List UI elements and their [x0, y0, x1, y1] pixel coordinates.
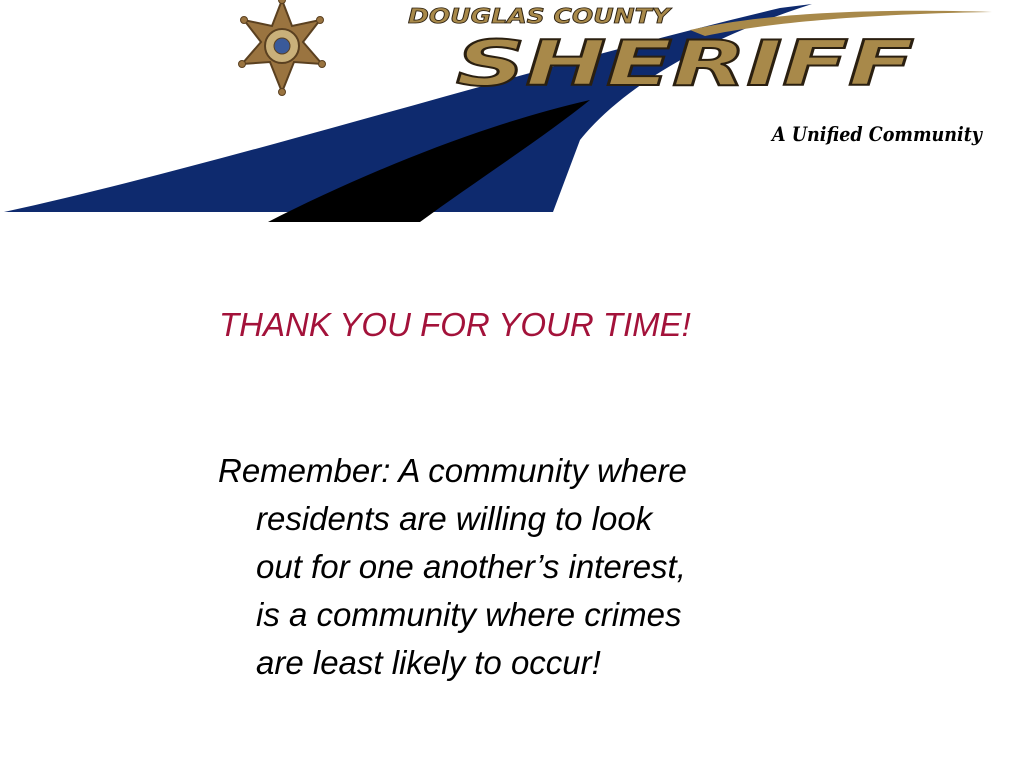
message-line: is a community where crimes	[256, 596, 682, 633]
banner-graphic	[0, 0, 1024, 230]
message-line: Remember: A community where	[218, 452, 687, 489]
sheriff-star-badge-icon	[239, 0, 326, 96]
message-line: out for one another’s interest,	[256, 548, 686, 585]
slide-title: THANK YOU FOR YOUR TIME!	[219, 306, 691, 343]
tagline-text: A Unified Community	[770, 122, 984, 146]
sheriff-banner	[0, 0, 1024, 230]
org-top-text: DOUGLAS COUNTY	[408, 4, 674, 28]
org-main-text: SHERIFF	[456, 27, 914, 100]
closing-message	[218, 447, 818, 687]
message-line: are least likely to occur!	[256, 644, 601, 681]
message-line: residents are willing to look	[256, 500, 653, 537]
